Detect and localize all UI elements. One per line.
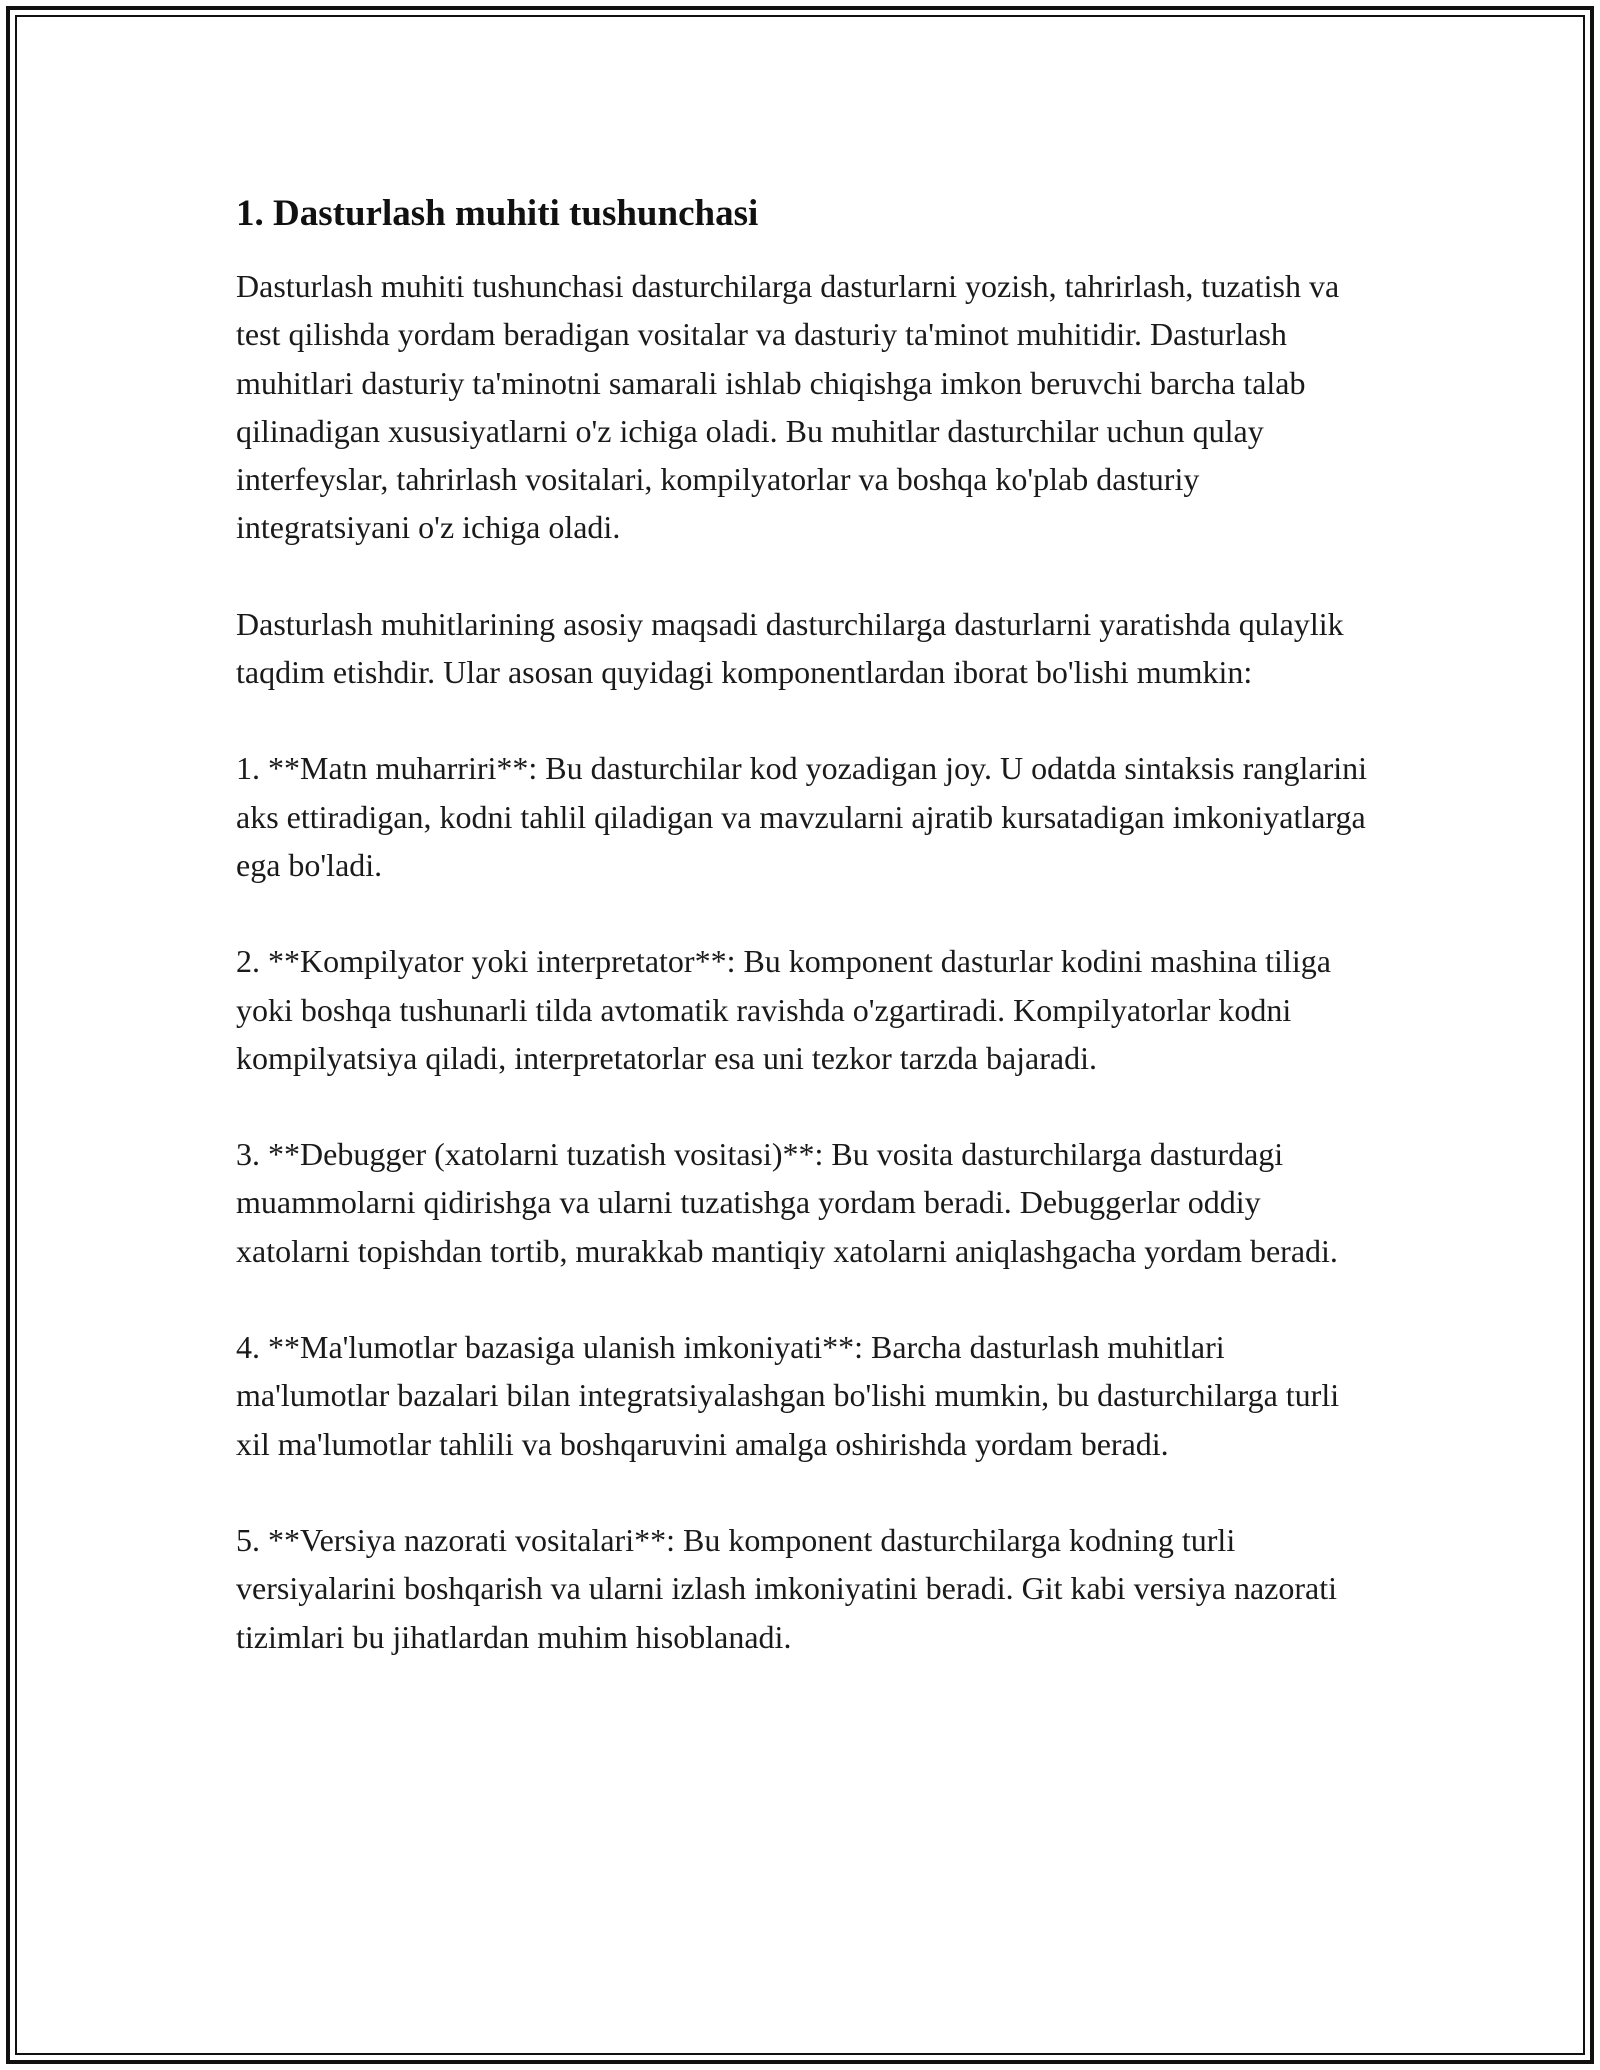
purpose-paragraph: Dasturlash muhitlarining asosiy maqsadi dasturchilarga dasturlarni yaratishda qulaylik taqdim etishdir. Ular asosan quyidagi komponentlardan iborat bo'lishi mumkin: [236,605,1344,691]
list-item-compiler: 2. **Kompilyator yoki interpretator**: Bu komponent dasturlar kodini mashina tiliga yoki boshqa tushunarli tilda avtomatik ravishda o'zgartiradi. Kompilyatorlar kodni kompilyatsiya qiladi, interpretatorlar esa uni tezkor tarzda bajaradi. [236,943,1331,1076]
document-body [236,188,1376,1661]
list-item-debugger: 3. **Debugger (xatolarni tuzatish vositasi)**: Bu vosita dasturchilarga dasturdagi muammolarni qidirishga va ularni tuzatishga yordam beradi. Debuggerlar oddiy xatolarni topishdan tortib, murakkab mantiqiy xatolarni aniqlashgacha yordam beradi. [236,1136,1338,1269]
list-item-database: 4. **Ma'lumotlar bazasiga ulanish imkoniyati**: Barcha dasturlash muhitlari ma'lumotlar bazalari bilan integratsiyalashgan bo'lishi mumkin, bu dasturchilarga turli xil ma'lumotlar tahlili va boshqaruvini amalga oshirishda yordam beradi. [236,1329,1340,1462]
intro-paragraph: Dasturlash muhiti tushunchasi dasturchilarga dasturlarni yozish, tahrirlash, tuzatish va test qilishda yordam beradigan vositalar va dasturiy ta'minot muhitidir. Dasturlash muhitlari dasturiy ta'minotni samarali ishlab chiqishga imkon beruvchi barcha talab qilinadigan xususiyatlarni o'z ichiga oladi. Bu muhitlar dasturchilar uchun qulay interfeyslar, tahrirlash vositalari, kompilyatorlar va boshqa ko'plab dasturiy integratsiyani o'z ichiga oladi. [236,268,1340,546]
list-item-version-control: 5. **Versiya nazorati vositalari**: Bu komponent dasturchilarga kodning turli versiyalarini boshqarish va ularni izlash imkoniyatini beradi. Git kabi versiya nazorati tizimlari bu jihatlardan muhim hisoblanadi. [236,1521,1338,1655]
list-item-text-editor: 1. **Matn muharriri**: Bu dasturchilar kod yozadigan joy. U odatda sintaksis ranglarini aks ettiradigan, kodni tahlil qiladigan va mavzularni ajratib kursatadigan imkoniyatlarga ega bo'ladi. [236,750,1368,883]
section-heading: 1. Dasturlash muhiti tushunchasi [236,193,759,234]
